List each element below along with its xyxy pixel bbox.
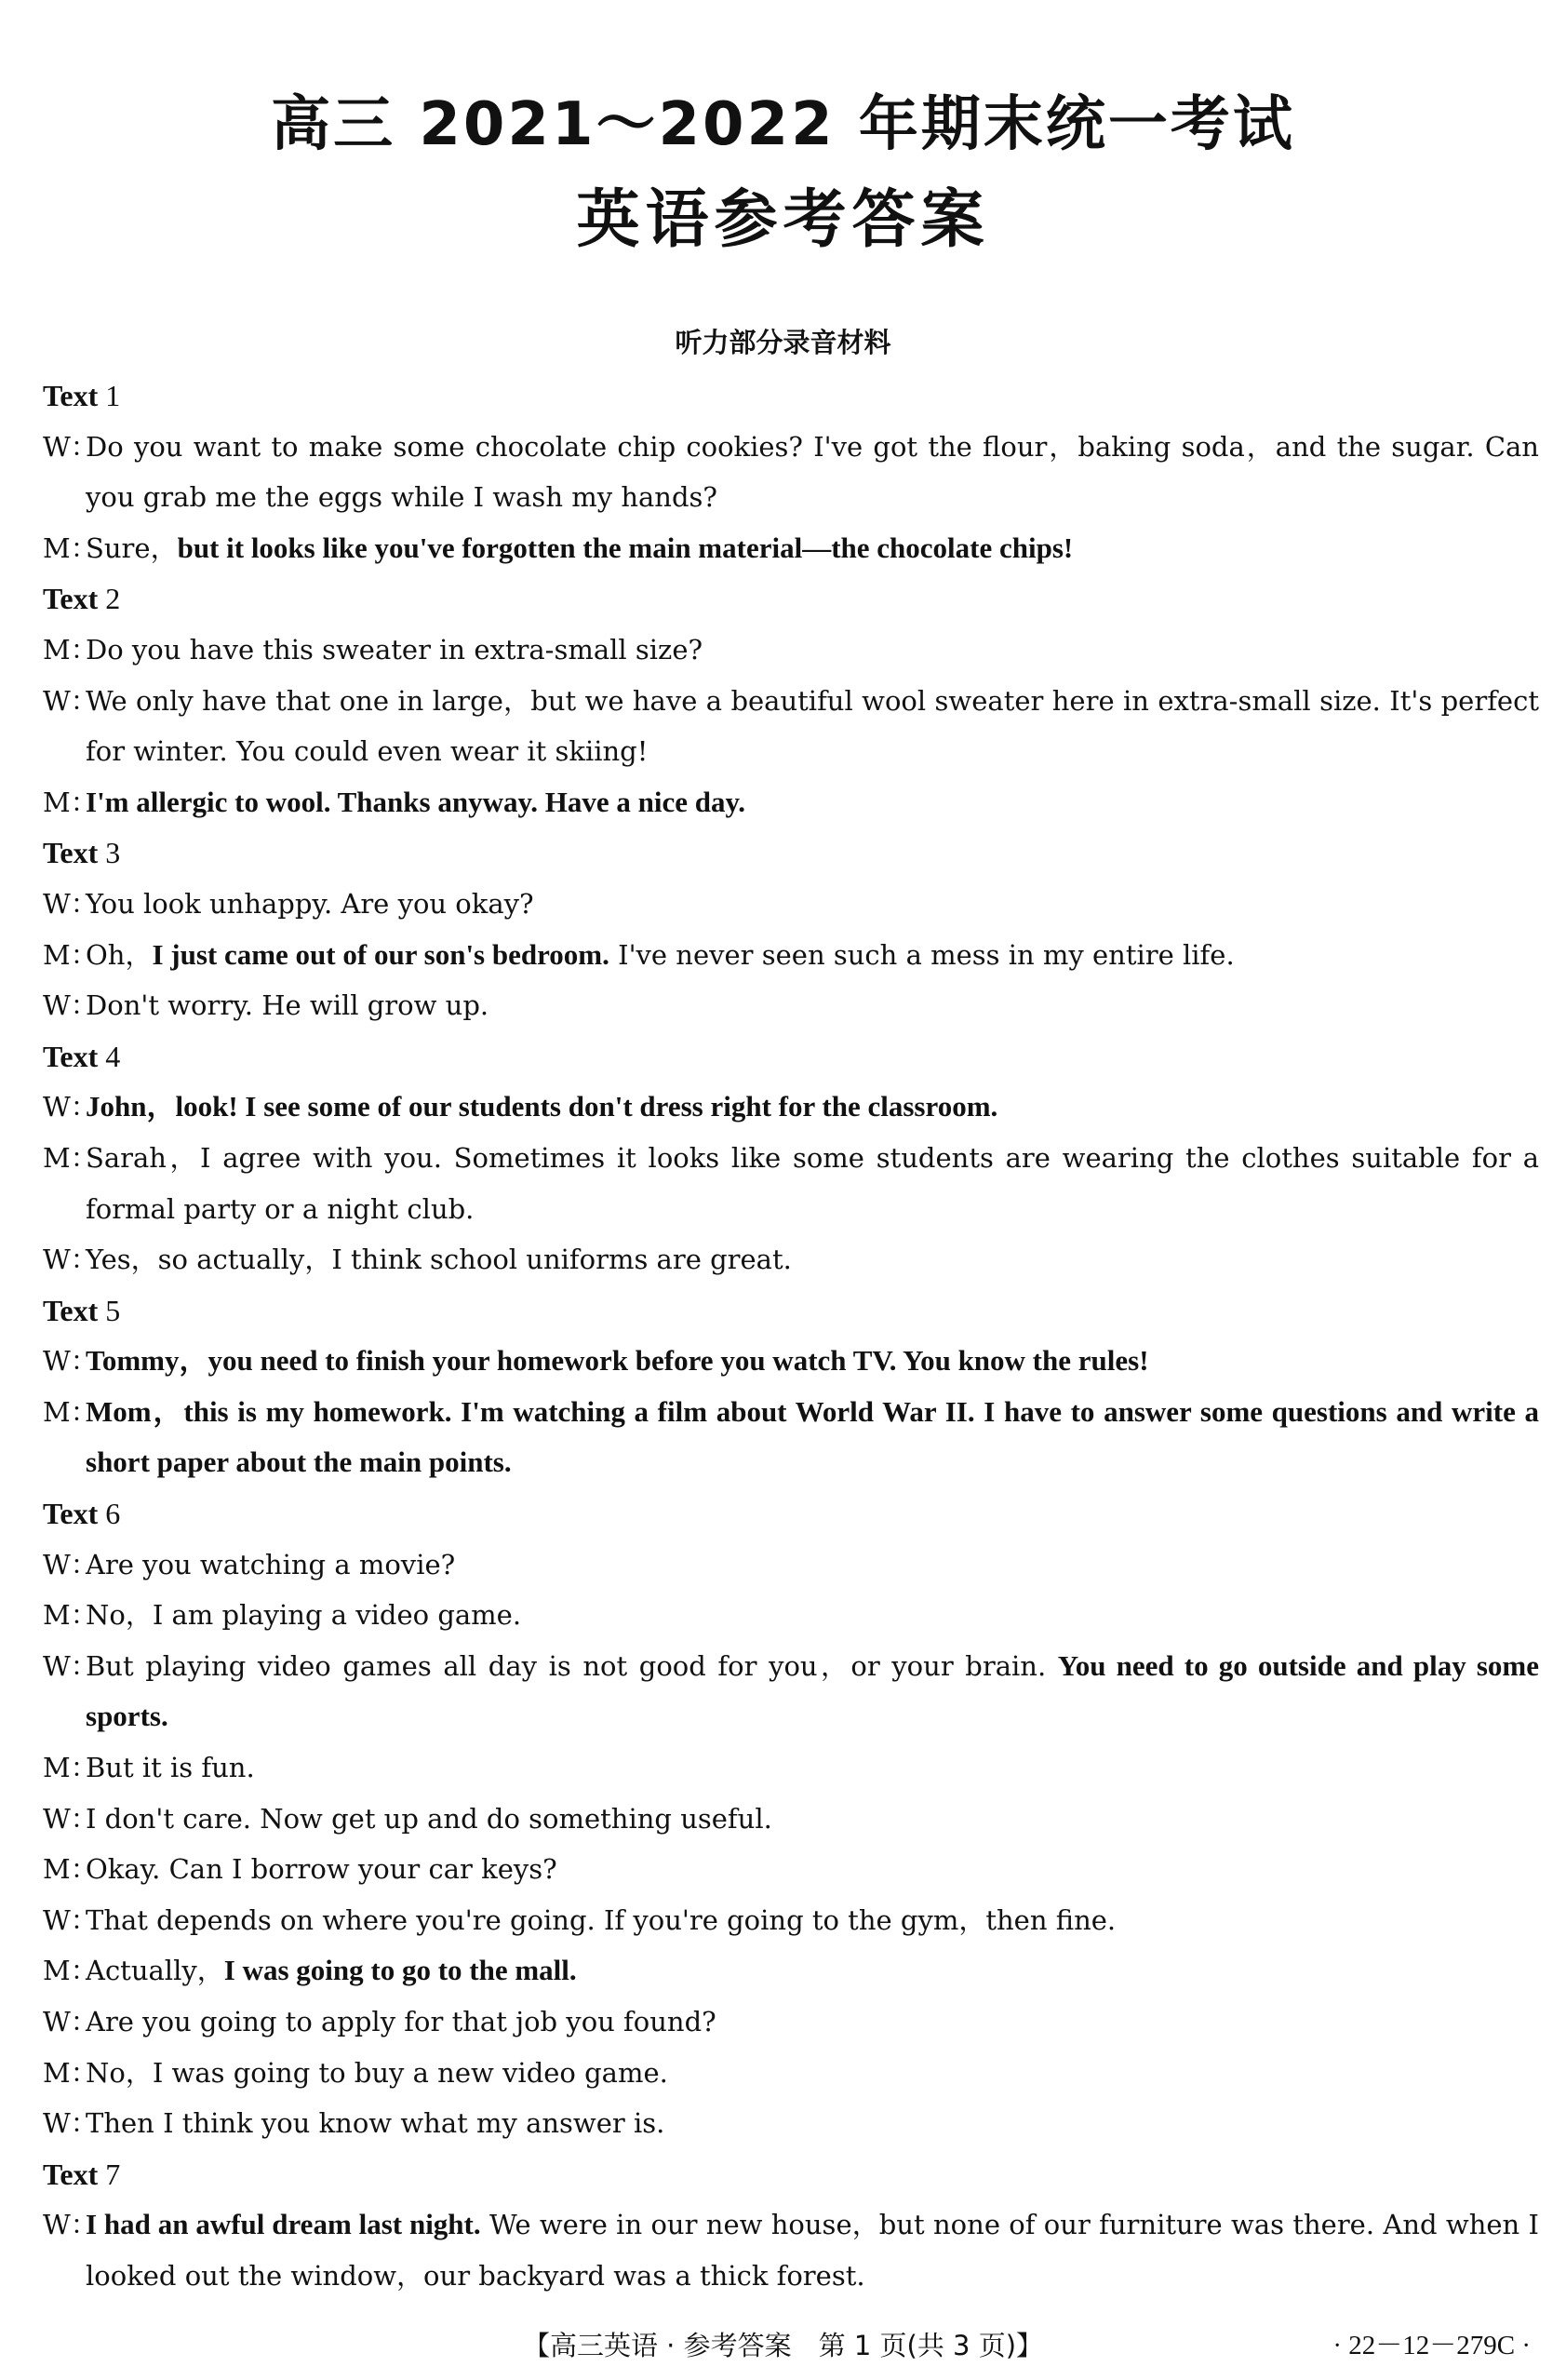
speaker-label: M：	[43, 531, 98, 564]
text-heading-number: 6	[105, 1497, 121, 1531]
text-heading	[43, 827, 1539, 879]
footer-page-info: 【高三英语 · 参考答案 第 1 页(共 3 页)】	[522, 2330, 1044, 2361]
speaker-label: W：	[43, 2107, 98, 2140]
footer-code: · 22－12－279C ·	[1332, 2331, 1531, 2360]
speaker-label: M：	[43, 1752, 98, 1784]
dialogue-line	[43, 2048, 1539, 2099]
speaker-label: M：	[43, 1599, 98, 1632]
speaker-label: W：	[43, 1802, 98, 1835]
dialogue-text: But it is fun.	[86, 1752, 255, 1784]
speaker-label: W：	[43, 1903, 98, 1936]
text-heading-label: Text	[43, 379, 99, 412]
dialogue-answer-text: You need to go outside and play some sports.	[86, 1648, 1539, 1733]
dialogue-text: I don't care. Now get up and do something useful.	[86, 1802, 772, 1835]
dialogue-line	[43, 2199, 1539, 2301]
dialogue-answer-text: John，look! I see some of our students don't dress right for the classroom.	[86, 1090, 998, 1123]
speaker-label: W：	[43, 1649, 98, 1682]
dialogue-line	[43, 625, 1539, 676]
text-heading-label: Text	[43, 582, 99, 616]
dialogue-text: Sure，	[86, 531, 178, 564]
speaker-label: M：	[43, 786, 98, 818]
dialogue-answer-text: Mom，this is my homework. I'm watching a film about World War II. I have to answer some questions and write a short paper about the main points.	[86, 1394, 1539, 1479]
dialogue-line	[43, 2098, 1539, 2149]
text-heading-label: Text	[43, 1293, 99, 1327]
transcript-body	[43, 370, 1539, 2302]
speaker-label: M：	[43, 1955, 98, 1987]
speaker-label: M：	[43, 1853, 98, 1886]
dialogue-answer-text: I just came out of our son's bedroom.	[152, 937, 609, 971]
dialogue-line	[43, 1742, 1539, 1794]
speaker-label: W：	[43, 2209, 98, 2241]
dialogue-line	[43, 523, 1539, 574]
dialogue-text: Okay. Can I borrow your car keys?	[86, 1853, 557, 1886]
dialogue-text: We only have that one in large，but we have a beautiful wool sweater here in extra-small size. It's perfect for winter. You could even wear it skiing!	[86, 684, 1539, 768]
dialogue-text: Actually，	[86, 1955, 224, 1987]
dialogue-text: Do you have this sweater in extra-small size?	[86, 633, 703, 666]
dialogue-line	[43, 676, 1539, 777]
dialogue-line	[43, 1794, 1539, 1845]
text-heading-label: Text	[43, 836, 99, 870]
dialogue-text-continued: I've never seen such a mess in my entire life.	[609, 938, 1235, 971]
speaker-label: M：	[43, 2056, 98, 2089]
dialogue-line	[43, 1234, 1539, 1285]
dialogue-text: Are you going to apply for that job you found?	[86, 2006, 716, 2037]
dialogue-text: Do you want to make some chocolate chip cookies? I've got the flour，baking soda，and the sugar. Can you grab me the eggs while I wash my hands?	[86, 430, 1539, 514]
text-heading	[43, 1031, 1539, 1082]
dialogue-line	[43, 879, 1539, 930]
speaker-label: W：	[43, 989, 98, 1022]
page-title-answer-key: 英语参考答案	[576, 183, 990, 257]
speaker-label: W：	[43, 1548, 98, 1580]
text-heading-label: Text	[43, 1039, 99, 1073]
dialogue-answer-text: Tommy，you need to finish your homework before you watch TV. You know the rules!	[86, 1344, 1149, 1378]
dialogue-line	[43, 422, 1539, 523]
dialogue-text: That depends on where you're going. If you're going to the gym，then fine.	[86, 1903, 1117, 1936]
dialogue-text: You look unhappy. Are you okay?	[86, 887, 534, 920]
dialogue-line	[43, 1590, 1539, 1641]
section-title: 听力部分录音材料	[675, 327, 891, 358]
dialogue-line	[43, 930, 1539, 981]
dialogue-answer-text: I had an awful dream last night.	[86, 2208, 481, 2241]
dialogue-text: Are you watching a movie?	[86, 1548, 456, 1580]
speaker-label: W：	[43, 2006, 98, 2037]
text-heading	[43, 2149, 1539, 2200]
dialogue-line	[43, 1895, 1539, 1946]
dialogue-answer-text: I was going to go to the mall.	[223, 1954, 577, 1987]
speaker-label: M：	[43, 633, 98, 666]
text-heading	[43, 370, 1539, 422]
speaker-label: W：	[43, 1244, 98, 1276]
page-title-exam: 高三 2021～2022 年期末统一考试	[271, 90, 1295, 159]
dialogue-answer-text: I'm allergic to wool. Thanks anyway. Have a nice day.	[86, 785, 746, 818]
dialogue-line	[43, 1997, 1539, 2048]
dialogue-text: Then I think you know what my answer is.	[86, 2107, 665, 2140]
speaker-label: W：	[43, 1091, 98, 1123]
dialogue-text: Sarah，I agree with you. Sometimes it looks like some students are wearing the clothes suitable for a formal party or a night club.	[86, 1141, 1539, 1225]
dialogue-answer-text: but it looks like you've forgotten the main material—the chocolate chips!	[177, 531, 1074, 564]
dialogue-line	[43, 777, 1539, 828]
dialogue-line	[43, 1641, 1539, 1742]
speaker-label: W：	[43, 430, 98, 463]
dialogue-line	[43, 1540, 1539, 1591]
dialogue-text: But playing video games all day is not good for you，or your brain.	[86, 1649, 1058, 1682]
speaker-label: W：	[43, 887, 98, 920]
text-heading	[43, 1285, 1539, 1337]
speaker-label: M：	[43, 1395, 98, 1428]
dialogue-line	[43, 1082, 1539, 1133]
speaker-label: W：	[43, 1345, 98, 1378]
dialogue-text: Oh，	[86, 938, 153, 971]
dialogue-line	[43, 1133, 1539, 1234]
dialogue-text-continued: We were in our new house，but none of our furniture was there. And when I looked out the window，our backyard was a thick forest.	[86, 2209, 1539, 2292]
speaker-label: M：	[43, 938, 98, 971]
dialogue-line	[43, 1945, 1539, 1997]
text-heading-number: 3	[105, 836, 121, 870]
dialogue-line	[43, 980, 1539, 1031]
text-heading-label: Text	[43, 1497, 99, 1531]
text-heading-number: 4	[105, 1039, 121, 1073]
text-heading-label: Text	[43, 2157, 99, 2191]
dialogue-line	[43, 1387, 1539, 1488]
dialogue-line	[43, 1336, 1539, 1387]
dialogue-text: Yes，so actually，I think school uniforms are great.	[86, 1244, 792, 1276]
speaker-label: W：	[43, 684, 98, 717]
dialogue-line	[43, 1844, 1539, 1895]
dialogue-text: No，I am playing a video game.	[86, 1599, 522, 1632]
text-heading-number: 7	[105, 2157, 121, 2191]
dialogue-text: No，I was going to buy a new video game.	[86, 2056, 668, 2089]
text-heading-number: 5	[105, 1293, 121, 1327]
text-heading	[43, 1488, 1539, 1540]
text-heading	[43, 573, 1539, 625]
text-heading-number: 2	[105, 582, 121, 616]
text-heading-number: 1	[105, 379, 121, 412]
speaker-label: M：	[43, 1141, 98, 1174]
dialogue-text: Don't worry. He will grow up.	[86, 989, 489, 1022]
